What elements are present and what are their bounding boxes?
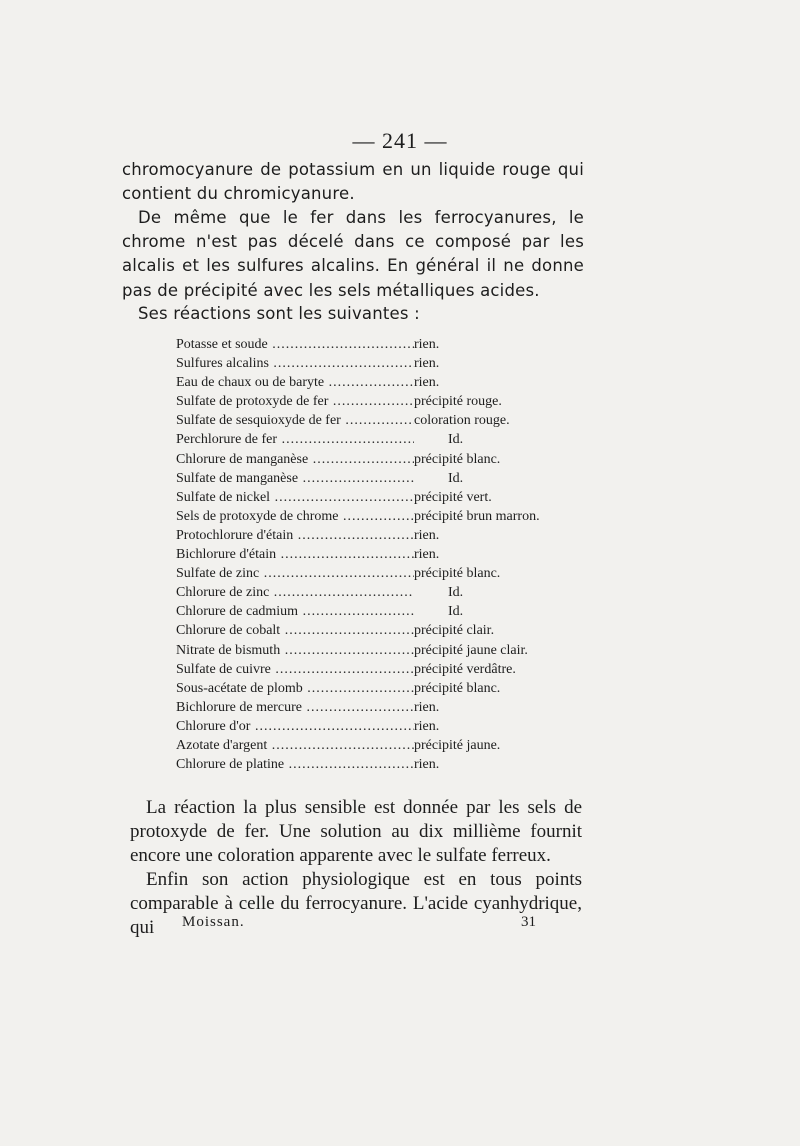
reaction-row bbox=[176, 469, 576, 488]
reagent-name: Sulfures alcalins ..... bbox=[176, 354, 414, 373]
reagent-name: Chlorure de cobalt ..... bbox=[176, 621, 414, 640]
reaction-result: coloration rouge. bbox=[414, 413, 510, 429]
reagent-name: Eau de chaux ou de baryte ..... bbox=[176, 373, 414, 392]
reaction-result: précipité jaune clair. bbox=[414, 642, 528, 658]
reagent-name: Sulfate de sesquioxyde de fer ..... bbox=[176, 411, 414, 430]
reaction-row bbox=[176, 602, 576, 621]
paragraph-chrome-detection: De même que le fer dans les ferrocyanures, le chrome n'est pas décelé dans ce composé par les alcalis et les sulfures alcalins. En général il ne donne pas de précipité avec les sels métalliques acides. bbox=[122, 208, 584, 300]
reaction-result: précipité blanc. bbox=[414, 451, 501, 467]
reaction-row bbox=[176, 507, 576, 526]
reaction-result: précipité blanc. bbox=[414, 566, 501, 582]
reaction-row bbox=[176, 450, 576, 469]
reaction-row bbox=[176, 698, 576, 717]
reaction-row bbox=[176, 621, 576, 640]
reaction-result: Id. bbox=[448, 585, 464, 601]
reaction-row bbox=[176, 660, 576, 679]
reaction-row bbox=[176, 564, 576, 583]
reagent-name: Sous-acétate de plomb ..... bbox=[176, 679, 414, 698]
page-number: — 241 — bbox=[352, 128, 448, 153]
reaction-row bbox=[176, 545, 576, 564]
paragraph-physiological-action: Enfin son action physiologique est en tous points comparable à celle du ferrocyanure. L'acide cyanhydrique, qui bbox=[130, 869, 582, 938]
reaction-result: précipité jaune. bbox=[414, 737, 501, 753]
reaction-result: Id. bbox=[448, 432, 464, 448]
reaction-row bbox=[176, 354, 576, 373]
reagent-name: Chlorure de zinc ..... bbox=[176, 583, 414, 602]
reaction-result: précipité vert. bbox=[414, 489, 492, 505]
reagent-name: Sulfate de manganèse ..... bbox=[176, 469, 414, 488]
reagent-name: Chlorure de platine ..... bbox=[176, 755, 414, 774]
reaction-result: rien. bbox=[414, 547, 440, 563]
reagent-name: Protochlorure d'étain ..... bbox=[176, 526, 414, 545]
reagent-name: Bichlorure d'étain ..... bbox=[176, 545, 414, 564]
reagent-name: Sulfate de protoxyde de fer ..... bbox=[176, 392, 414, 411]
reaction-row bbox=[176, 641, 576, 660]
reagent-name: Sulfate de zinc ..... bbox=[176, 564, 414, 583]
reaction-result: précipité verdâtre. bbox=[414, 661, 516, 677]
reaction-result: rien. bbox=[414, 757, 440, 773]
reagent-name: Sels de protoxyde de chrome ..... bbox=[176, 507, 414, 526]
reaction-result: Id. bbox=[448, 470, 464, 486]
paragraph-continuation: chromocyanure de potassium en un liquide rouge qui contient du chromicyanure. bbox=[122, 160, 584, 204]
reaction-row bbox=[176, 373, 576, 392]
reagent-name: Chlorure de cadmium ..... bbox=[176, 602, 414, 621]
reaction-result: précipité brun marron. bbox=[414, 508, 540, 524]
reaction-result: rien. bbox=[414, 375, 440, 391]
reaction-result: précipité clair. bbox=[414, 623, 495, 639]
reaction-row bbox=[176, 392, 576, 411]
reaction-result: Id. bbox=[448, 604, 464, 620]
reaction-row bbox=[176, 488, 576, 507]
reaction-result: rien. bbox=[414, 699, 440, 715]
reagent-name: Nitrate de bismuth ..... bbox=[176, 641, 414, 660]
reaction-row bbox=[176, 430, 576, 449]
reactions-table bbox=[176, 335, 576, 774]
reaction-row bbox=[176, 755, 576, 774]
reaction-result: précipité rouge. bbox=[414, 394, 502, 410]
reaction-result: rien. bbox=[414, 527, 440, 543]
reagent-name: Chlorure de manganèse ..... bbox=[176, 450, 414, 469]
reaction-result: rien. bbox=[414, 356, 440, 372]
reaction-row bbox=[176, 526, 576, 545]
reagent-name: Azotate d'argent ..... bbox=[176, 736, 414, 755]
reaction-result: précipité blanc. bbox=[414, 680, 501, 696]
reaction-row bbox=[176, 335, 576, 354]
reaction-result: rien. bbox=[414, 718, 440, 734]
reagent-name: Potasse et soude ..... bbox=[176, 335, 414, 354]
reagent-name: Sulfate de nickel ..... bbox=[176, 488, 414, 507]
reaction-row bbox=[176, 736, 576, 755]
reagent-name: Chlorure d'or ..... bbox=[176, 717, 414, 736]
footer-signature-number: 31 bbox=[521, 914, 536, 930]
reagent-name: Sulfate de cuivre ..... bbox=[176, 660, 414, 679]
paragraph-sensitive-reaction: La réaction la plus sensible est donnée par les sels de protoxyde de fer. Une solution au dix millième fournit encore une coloration apparente avec le sulfate ferreux. bbox=[130, 797, 582, 866]
reaction-row bbox=[176, 411, 576, 430]
footer-author: Moissan. bbox=[182, 914, 245, 930]
reaction-result: rien. bbox=[414, 337, 440, 352]
reagent-name: Bichlorure de mercure ..... bbox=[176, 698, 414, 717]
paragraph-reactions-intro: Ses réactions sont les suivantes : bbox=[138, 304, 420, 323]
reagent-name: Perchlorure de fer ..... bbox=[176, 430, 414, 449]
reaction-row bbox=[176, 583, 576, 602]
reaction-row bbox=[176, 679, 576, 698]
reaction-row bbox=[176, 717, 576, 736]
